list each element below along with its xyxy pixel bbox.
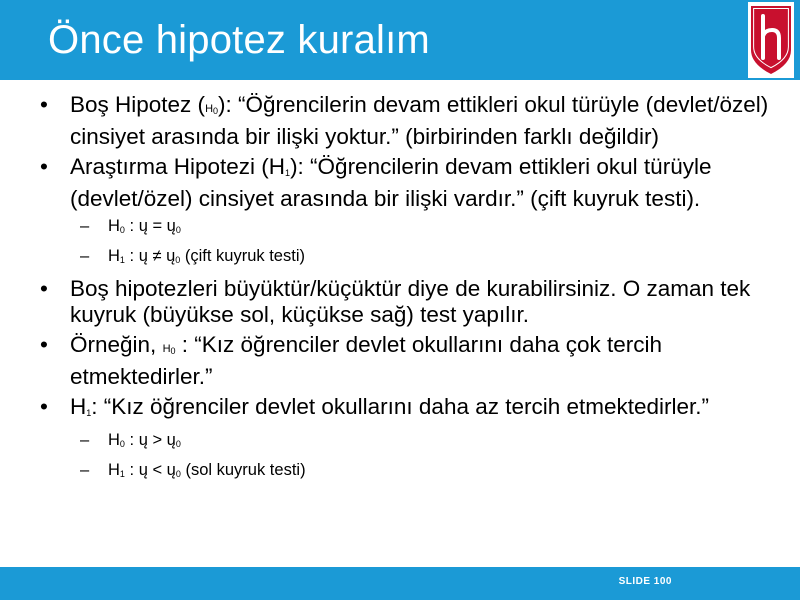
footer-bar [0,567,800,600]
sub-bullet-dash: – [80,247,90,265]
sub-bullet-dash: – [80,431,90,449]
sub-bullet-h0-greater: – $H_0$ : ų > $ų_0$ [80,431,181,449]
sub-bullet-dash: – [80,217,90,235]
bullet-dot: • [40,276,48,301]
sub-bullet-h1-not-equal: – $H_1$ : ų ≠ $ų_0$ (çift kuyruk testi) [80,247,305,265]
slide-title: Önce hipotez kuralım [48,18,430,62]
bullet-null-hypothesis: • Boş Hipotez $(H_0)$: “Öğrencilerin devam ettikleri okul türüyle (devlet/özel) cinsiyet arasında bir ilişki yoktur.” (birbirinden farklı değildir) [40,92,769,149]
bullet-example-h0: • Örneğin, $H_0$ : “Kız öğrenciler devlet okullarını daha çok tercih etmektedirler.” [40,332,663,389]
sub-bullet-h1-less: – $H_1$ : ų < $ų_0$ (sol kuyruk testi) [80,461,306,479]
slide-number: SLIDE 100 [618,576,672,587]
bullet-research-hypothesis: • Araştırma Hipotezi $(H_1)$: “Öğrencilerin devam ettikleri okul türüyle (devlet/özel) cinsiyet arasında bir ilişki vardır.” (çift kuyruk testi). [40,154,712,211]
slide-content [40,92,780,490]
bullet-one-tailed: • Boş hipotezleri büyüktür/küçüktür diye de kurabilirsiniz. O zaman tek kuyruk (büyükse sol, küçükse sağ) test yapılır. [40,276,751,327]
sub-bullet-dash: – [80,461,90,479]
title-bar [0,0,800,80]
university-logo-icon [748,2,794,78]
bullet-dot: • [40,154,48,179]
sub-bullet-h0-equal: – $H_0$ : ų = $ų_0$ [80,217,181,235]
bullet-dot: • [40,394,48,419]
bullet-dot: • [40,92,48,117]
bullet-example-h1: • $H_1$: “Kız öğrenciler devlet okullarını daha az tercih etmektedirler.” [40,394,710,419]
bullet-dot: • [40,332,48,357]
